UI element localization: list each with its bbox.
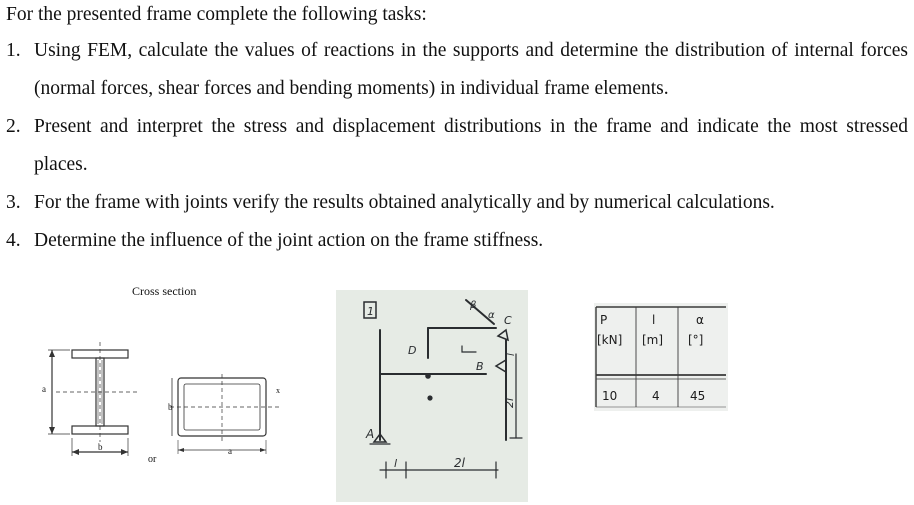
param-unit-deg: [°] [688, 333, 704, 347]
sketch-label-b: B [476, 360, 484, 373]
sketch-dim-l: l [394, 457, 398, 470]
sketch-angle-beta: β [470, 300, 477, 311]
sketch-frame-id: 1 [367, 305, 374, 318]
task-number: 1. [6, 40, 21, 61]
sketch-dim-l-top: l [506, 353, 517, 356]
box-width-label: a [228, 446, 232, 456]
ibeam-width-label: b [98, 442, 103, 452]
params-table [594, 303, 728, 411]
cross-section-title: Cross section [132, 284, 197, 298]
intro-text: For the presented frame complete the following tasks: [6, 4, 427, 25]
box-height-label: b [168, 402, 173, 412]
task-number: 2. [6, 116, 21, 137]
param-value-l: 4 [652, 389, 660, 403]
param-header-p: P [600, 313, 608, 327]
sketch-label-d: D [408, 344, 417, 357]
task-text: For the frame with joints verify the results obtained analytically and by numerical calculations. [34, 192, 775, 213]
param-header-alpha: α [696, 313, 704, 327]
sketch-dim-2l-vertical: 2l [503, 397, 516, 408]
ibeam-height-label: a [42, 384, 46, 394]
sketch-dim-2l: 2l [454, 456, 465, 470]
task-text: Using FEM, calculate the values of reactions in the supports and determine the distribution of internal forces (normal forces, shear forces and bending moments) in individual frame elements. [34, 40, 908, 99]
param-unit-kn: [kN] [597, 333, 623, 347]
param-unit-m: [m] [642, 333, 664, 347]
param-header-l: l [652, 313, 656, 327]
i-beam-figure [36, 340, 146, 460]
sketch-label-c: C [504, 314, 512, 327]
sketch-label-a: A [366, 427, 375, 441]
param-value-p: 10 [602, 389, 618, 403]
task-item-4 [6, 222, 908, 260]
param-value-alpha: 45 [690, 389, 706, 403]
frame-drawing [336, 290, 528, 502]
box-axis-label: x [276, 386, 280, 395]
task-number: 4. [6, 230, 21, 251]
or-label: or [148, 454, 157, 465]
task-item-2 [6, 108, 908, 184]
task-text: Determine the influence of the joint action on the frame stiffness. [34, 230, 544, 251]
task-text: Present and interpret the stress and displacement distributions in the frame and indicate the most stressed places. [34, 116, 908, 175]
task-item-3 [6, 184, 908, 222]
task-number: 3. [6, 192, 21, 213]
sketch-angle-alpha: α [488, 310, 495, 321]
frame-sketch-photo [336, 290, 528, 502]
task-item-1 [6, 32, 908, 108]
